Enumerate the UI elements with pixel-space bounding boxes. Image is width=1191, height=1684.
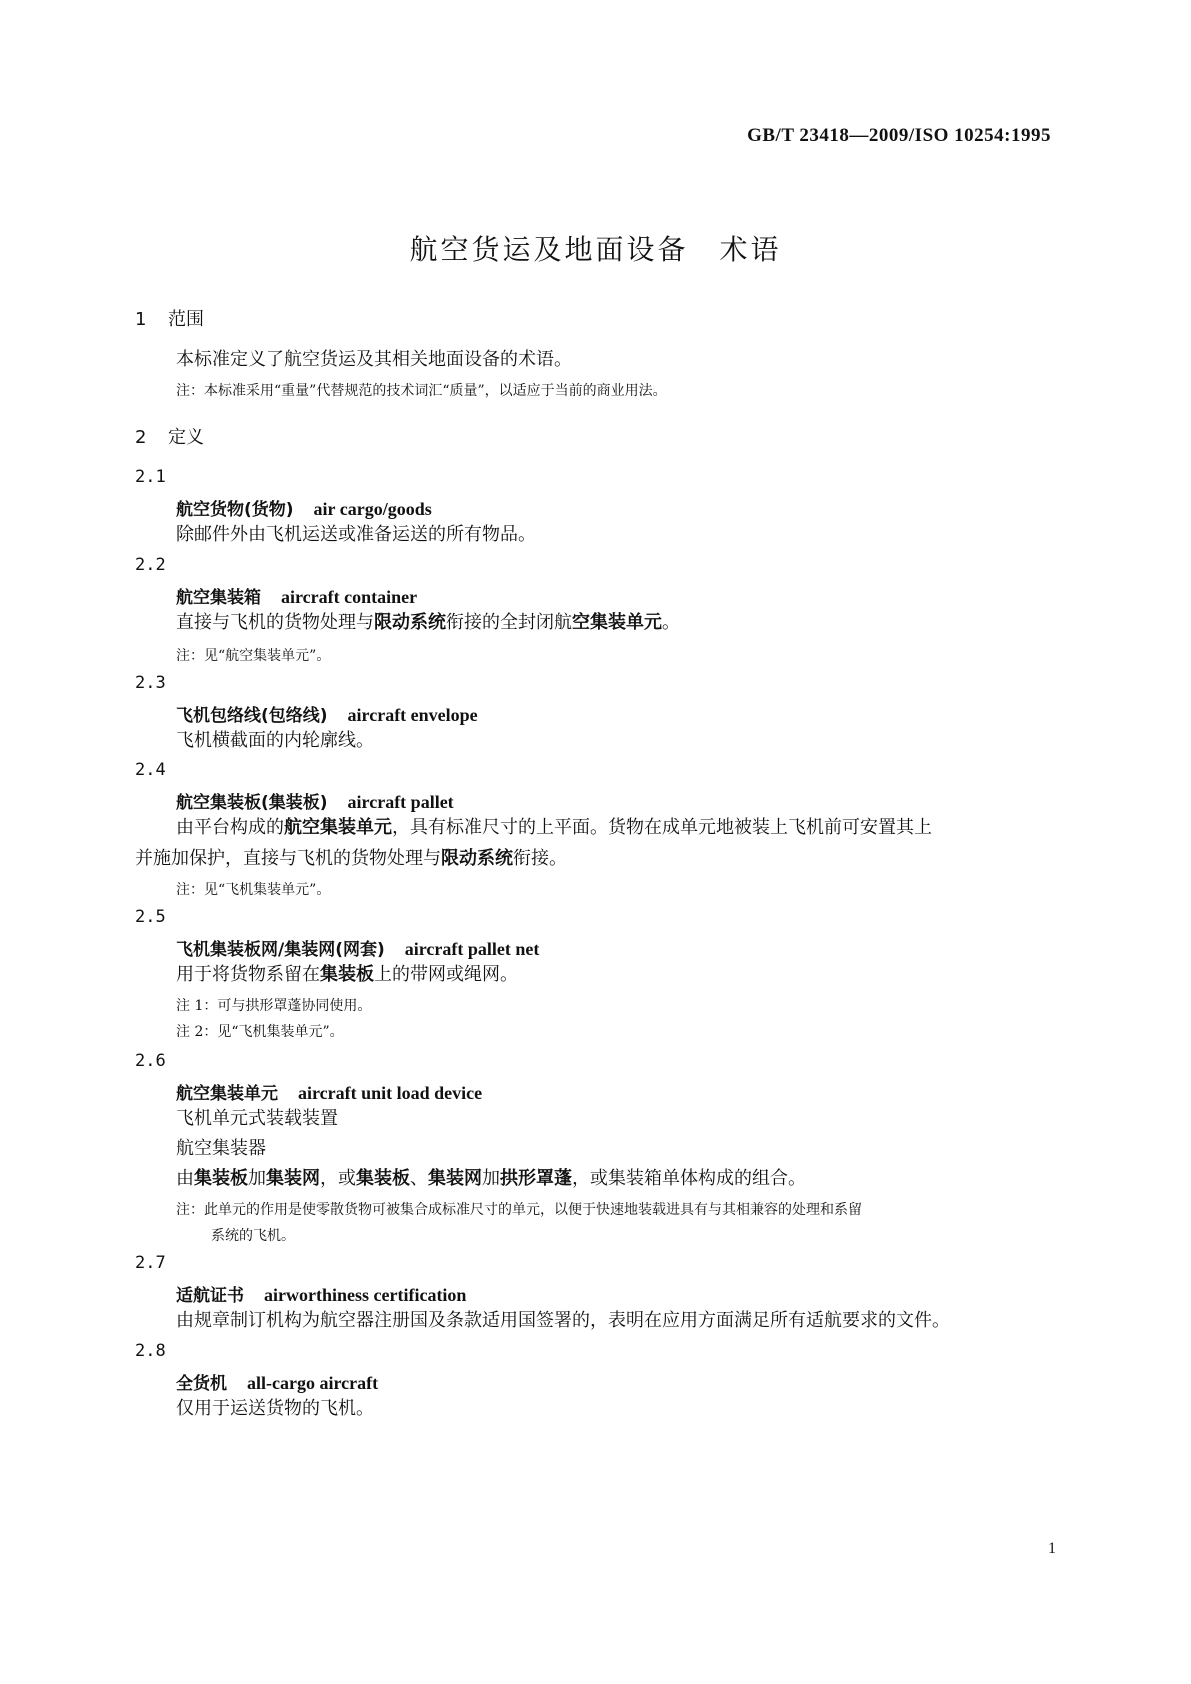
term-en: aircraft envelope <box>347 705 478 725</box>
definition-text: 上的带网或绳网。 <box>374 964 518 985</box>
term-heading <box>176 1281 466 1306</box>
term-definition <box>176 811 1058 844</box>
term-definition <box>176 606 1058 639</box>
term-definition-continued <box>135 842 1058 875</box>
cross-reference: 拱形罩蓬 <box>500 1168 572 1189</box>
cross-reference: 集装网 <box>428 1168 482 1189</box>
term-definition <box>176 1162 1058 1195</box>
term-en: airworthiness certification <box>264 1285 467 1305</box>
cross-reference: 集装板 <box>194 1168 248 1189</box>
term-definition: 由规章制订机构为航空器注册国及条款适用国签署的，表明在应用方面满足所有适航要求的文件。 <box>176 1310 950 1331</box>
term-definition: 除邮件外由飞机运送或准备运送的所有物品。 <box>176 524 536 545</box>
definition-text: 由平台构成的 <box>176 817 284 838</box>
section-heading-definitions <box>135 423 204 449</box>
term-note-continued: 系统的飞机。 <box>211 1228 295 1244</box>
cross-reference: 限动系统 <box>441 848 513 869</box>
term-heading <box>176 788 454 813</box>
term-en: aircraft pallet net <box>404 939 540 959</box>
section-number: 1 <box>135 309 147 330</box>
cross-reference: 集装网 <box>266 1168 320 1189</box>
definition-text: ，或集装箱单体构成的组合。 <box>572 1168 806 1189</box>
definition-text: 由 <box>176 1168 194 1189</box>
term-note: 注：见“飞机集装单元”。 <box>176 882 331 898</box>
term-en: aircraft pallet <box>347 792 454 812</box>
clause-number: 2.5 <box>135 907 166 927</box>
term-zh: 航空货物(货物) <box>176 500 294 520</box>
definition-text: 衔接。 <box>513 848 567 869</box>
term-en: aircraft unit load device <box>298 1083 483 1103</box>
term-note: 注：此单元的作用是使零散货物可被集合成标准尺寸的单元，以便于快速地装载进具有与其相兼容的处理和系留 <box>176 1202 862 1218</box>
term-heading <box>176 701 478 726</box>
cross-reference: 集装板 <box>356 1168 410 1189</box>
term-definition: 飞机横截面的内轮廓线。 <box>176 730 374 751</box>
term-synonym: 航空集装器 <box>176 1138 266 1159</box>
term-en: all-cargo aircraft <box>247 1373 379 1393</box>
term-note: 注 2：见“飞机集装单元”。 <box>176 1024 344 1040</box>
term-heading <box>176 583 417 608</box>
section-title: 范围 <box>168 309 204 330</box>
term-zh: 适航证书 <box>176 1286 244 1306</box>
section-number: 2 <box>135 427 147 448</box>
term-en: aircraft container <box>281 587 418 607</box>
page-number: 1 <box>1048 1540 1056 1557</box>
term-heading <box>176 495 432 520</box>
term-note: 注：见“航空集装单元”。 <box>176 648 331 664</box>
term-zh: 飞机包络线(包络线) <box>176 706 328 726</box>
clause-number: 2.6 <box>135 1051 166 1071</box>
clause-number: 2.3 <box>135 673 166 693</box>
term-definition <box>176 958 1058 991</box>
section-title: 定义 <box>168 427 204 448</box>
term-zh: 全货机 <box>176 1374 227 1394</box>
definition-text: 并施加保护，直接与飞机的货物处理与 <box>135 848 441 869</box>
clause-number: 2.8 <box>135 1341 166 1361</box>
definition-text: 直接与飞机的货物处理与 <box>176 612 374 633</box>
definition-text: ，具有标准尺寸的上平面。货物在成单元地被装上飞机前可安置其上 <box>392 817 932 838</box>
term-zh: 飞机集装板网/集装网(网套) <box>176 940 385 960</box>
scope-text: 本标准定义了航空货运及其相关地面设备的术语。 <box>176 349 572 370</box>
cross-reference: 空集装单元 <box>572 612 662 633</box>
document-title: 航空货运及地面设备 术语 <box>409 233 782 266</box>
clause-number: 2.2 <box>135 555 166 575</box>
clause-number: 2.4 <box>135 760 166 780</box>
clause-number: 2.7 <box>135 1253 166 1273</box>
definition-text: 。 <box>662 612 680 633</box>
section-heading-scope <box>135 305 204 331</box>
cross-reference: 集装板 <box>320 964 374 985</box>
definition-text: ，或 <box>320 1168 356 1189</box>
definition-text: 、 <box>410 1168 428 1189</box>
cross-reference: 航空集装单元 <box>284 817 392 838</box>
term-en: air cargo/goods <box>313 499 432 519</box>
definition-text: 用于将货物系留在 <box>176 964 320 985</box>
term-zh: 航空集装单元 <box>176 1084 278 1104</box>
scope-note: 注：本标准采用“重量”代替规范的技术词汇“质量”，以适应于当前的商业用法。 <box>176 383 667 399</box>
term-zh: 航空集装箱 <box>176 588 261 608</box>
term-heading <box>176 1079 482 1104</box>
term-definition: 仅用于运送货物的飞机。 <box>176 1398 374 1419</box>
term-zh: 航空集装板(集装板) <box>176 793 328 813</box>
term-heading <box>176 1369 378 1394</box>
term-synonym: 飞机单元式装载装置 <box>176 1108 338 1129</box>
definition-text: 加 <box>248 1168 266 1189</box>
definition-text: 加 <box>482 1168 500 1189</box>
clause-number: 2.1 <box>135 467 166 487</box>
standard-code: GB/T 23418—2009/ISO 10254:1995 <box>747 125 1051 146</box>
term-heading <box>176 935 539 960</box>
term-note: 注 1：可与拱形罩蓬协同使用。 <box>176 998 372 1014</box>
cross-reference: 限动系统 <box>374 612 446 633</box>
definition-text: 衔接的全封闭航 <box>446 612 572 633</box>
